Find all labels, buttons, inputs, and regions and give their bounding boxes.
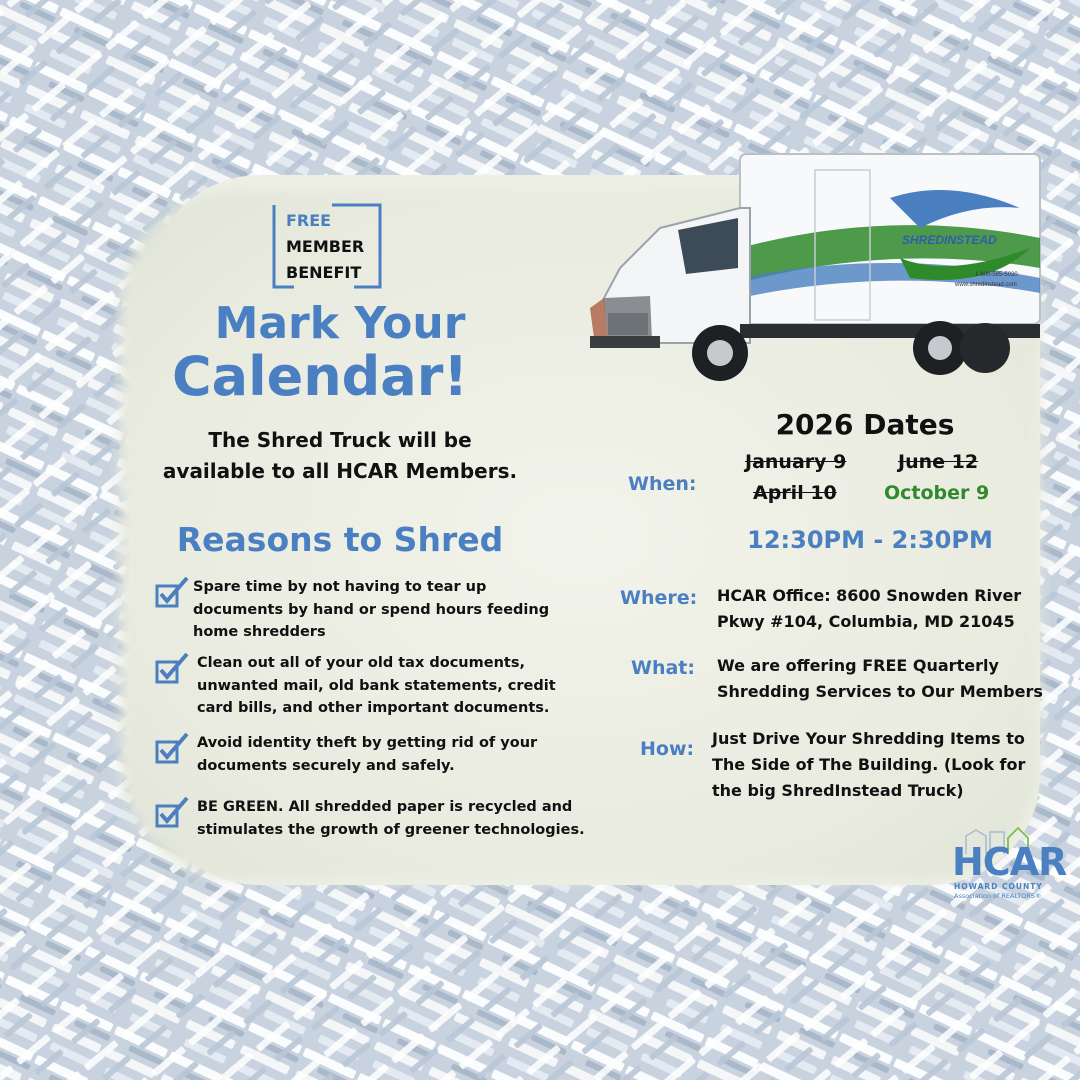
reason-line: Clean out all of your old tax documents, — [197, 655, 525, 671]
reason-line: Spare time by not having to tear up — [193, 579, 487, 595]
reason-text — [197, 796, 597, 841]
where-line: Pkwy #104, Columbia, MD 21045 — [717, 612, 1015, 631]
dates-title: 2026 Dates — [775, 408, 955, 441]
checkbox-checked-icon — [155, 796, 191, 828]
reason-line: unwanted mail, old bank statements, credit — [197, 677, 556, 694]
where-label: Where: — [620, 587, 698, 609]
reason-text — [197, 652, 597, 720]
shred-truck-image — [590, 148, 1050, 388]
what-line: Shredding Services to Our Members — [717, 682, 1043, 701]
logo-line-1: HOWARD COUNTY — [954, 882, 1043, 891]
reason-line: Avoid identity theft by getting rid of your — [197, 735, 538, 751]
reason-line: documents securely and safely. — [197, 757, 455, 774]
date-january-9: January 9 — [745, 451, 847, 473]
reason-line: documents by hand or spend hours feeding — [193, 601, 550, 618]
what-line: We are offering FREE Quarterly — [717, 656, 999, 675]
logo-line-2: Association of REALTORS® — [954, 892, 1042, 900]
date-april-10: April 10 — [753, 482, 837, 504]
when-label: When: — [628, 473, 697, 495]
how-value — [712, 726, 1042, 804]
subheading — [130, 425, 550, 487]
reason-text — [193, 576, 593, 644]
checkbox-checked-icon — [155, 576, 191, 608]
event-time: 12:30PM - 2:30PM — [747, 526, 993, 554]
subheading-line-2: available to all HCAR Members. — [162, 459, 518, 483]
reason-text — [197, 732, 597, 777]
truck-brand-text: SHREDINSTEAD — [902, 233, 997, 247]
how-line: the big ShredInstead Truck) — [712, 781, 964, 800]
how-label: How: — [640, 738, 695, 760]
truck-url-text: www.shredinstead.com — [955, 282, 1017, 288]
what-value — [717, 653, 1047, 705]
reason-line: BE GREEN. All shredded paper is recycled and — [197, 799, 573, 815]
reason-line: card bills, and other important documents. — [197, 700, 550, 716]
logo-wordmark: HCAR — [952, 840, 1067, 884]
free-member-benefit-badge — [272, 203, 382, 289]
date-june-12: June 12 — [898, 451, 979, 473]
hcar-logo — [946, 826, 1067, 902]
badge-line-free: FREE — [286, 211, 332, 230]
date-october-9: October 9 — [884, 482, 990, 504]
reason-line: stimulates the growth of greener technologies. — [197, 821, 585, 838]
badge-line-benefit: BENEFIT — [286, 263, 362, 282]
checkbox-checked-icon — [155, 732, 191, 764]
where-value — [717, 583, 1047, 635]
subheading-line-1: The Shred Truck will be — [208, 428, 472, 452]
truck-phone-text: 1-800-585-5030 — [975, 272, 1018, 278]
how-line: Just Drive Your Shredding Items to — [712, 729, 1025, 748]
how-line: The Side of The Building. (Look for — [712, 755, 1026, 774]
headline-line-2: Calendar! — [172, 345, 468, 408]
reasons-title: Reasons to Shred — [176, 520, 504, 559]
where-line: HCAR Office: 8600 Snowden River — [717, 586, 1022, 605]
badge-line-member: MEMBER — [286, 237, 365, 256]
checkbox-checked-icon — [155, 652, 191, 684]
reason-line: home shredders — [193, 624, 326, 640]
what-label: What: — [631, 657, 695, 679]
headline-line-1: Mark Your — [214, 298, 466, 349]
